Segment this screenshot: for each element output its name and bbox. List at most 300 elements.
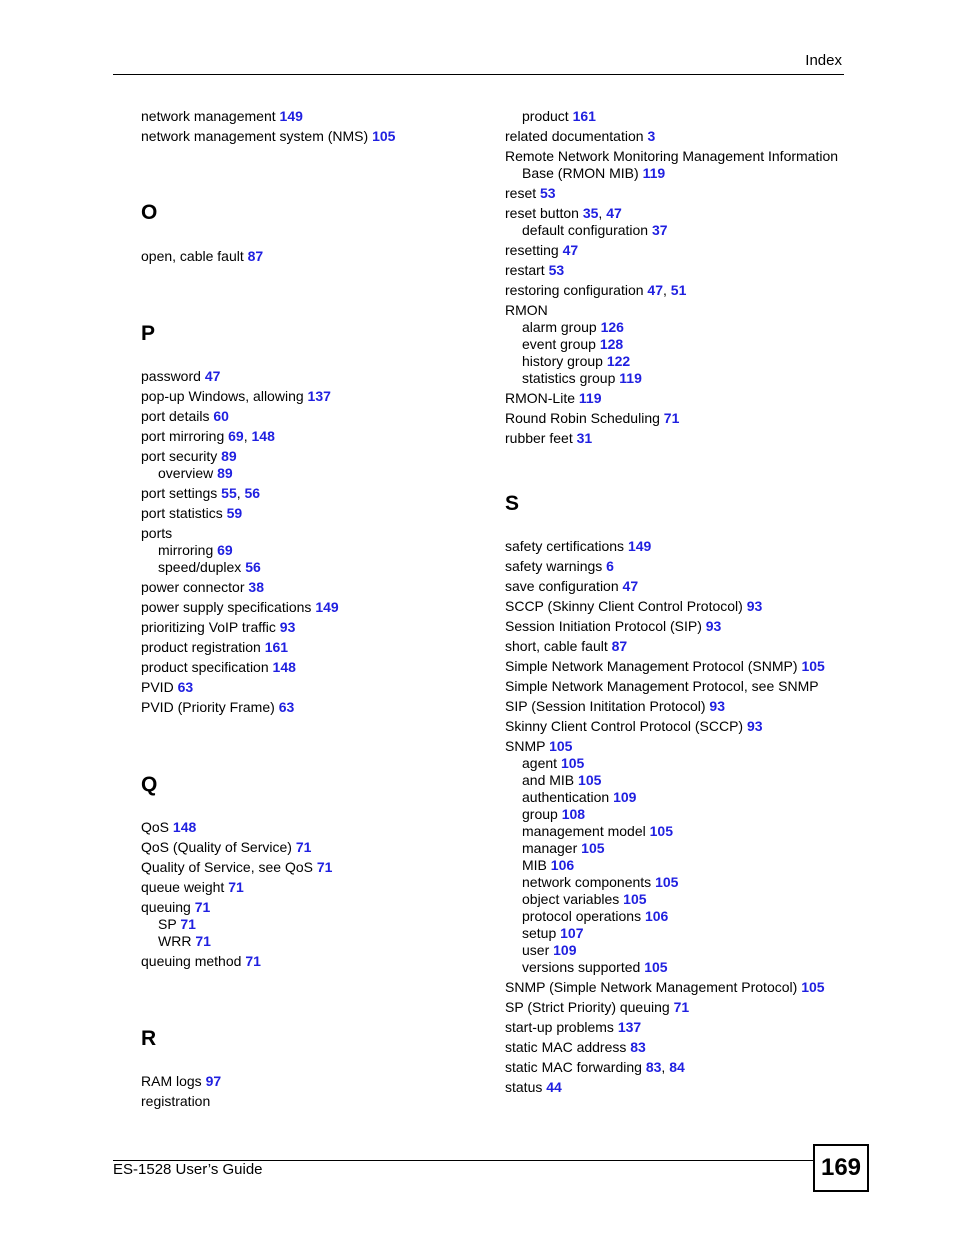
index-subentry-term: default configuration [522, 222, 652, 238]
index-subentry-term: user [522, 942, 554, 958]
index-subentry [141, 542, 471, 559]
page-link[interactable]: 148 [251, 428, 275, 444]
index-entry-term: power supply specifications [141, 599, 316, 615]
page-link[interactable]: 105 [644, 959, 668, 975]
index-entry [505, 1019, 850, 1036]
page-link[interactable]: 105 [549, 738, 573, 754]
page-link[interactable]: 71 [228, 879, 244, 895]
index-entry-main [141, 639, 471, 656]
page-link[interactable]: 63 [177, 679, 194, 695]
index-entry [505, 108, 850, 125]
index-subentry-term: WRR [158, 933, 196, 949]
index-subentry [141, 916, 471, 933]
index-entry-main [141, 408, 471, 425]
page-separator: , [243, 428, 252, 444]
index-entry-term: save configuration [505, 578, 623, 594]
index-entry [505, 390, 850, 407]
page-link[interactable]: 89 [221, 448, 237, 464]
index-subentry [505, 755, 850, 772]
index-subentry [141, 465, 471, 482]
page-link[interactable]: 93 [709, 698, 725, 714]
page-link[interactable]: 161 [264, 639, 289, 655]
index-entry [505, 578, 850, 595]
page-link[interactable]: 108 [561, 806, 586, 822]
index-entry-main [141, 525, 471, 542]
page-link[interactable]: 105 [801, 979, 825, 995]
index-subentry-term: setup [522, 925, 561, 941]
index-subentry-term: statistics group [522, 370, 620, 386]
index-entry [505, 205, 850, 239]
page-link[interactable]: 71 [316, 859, 333, 875]
index-entry [505, 558, 850, 575]
page-link[interactable]: 137 [617, 1019, 642, 1035]
index-entry [141, 525, 471, 576]
page-link[interactable]: 35 [582, 205, 599, 221]
page-link[interactable]: 53 [540, 185, 556, 201]
index-entry-main [505, 678, 850, 695]
index-entry-term: RMON-Lite [505, 390, 579, 406]
index-entry-main [505, 185, 850, 202]
index-entry [505, 242, 850, 259]
index-subentry-term: MIB [522, 857, 551, 873]
page-link[interactable]: 89 [217, 465, 233, 481]
index-entry [141, 368, 471, 385]
page-link[interactable]: 119 [642, 165, 666, 181]
page-link[interactable]: 47 [204, 368, 221, 384]
page-link[interactable]: 44 [546, 1079, 562, 1095]
index-subentry-term: mirroring [158, 542, 218, 558]
index-subentry-term: versions supported [522, 959, 645, 975]
page-link[interactable]: 71 [663, 410, 680, 426]
index-entry-main [141, 659, 471, 676]
index-entry-main [141, 699, 471, 716]
index-entry-main [505, 618, 850, 635]
index-entry [505, 979, 850, 996]
index-entry [141, 859, 471, 876]
index-entry-term: SIP (Session Inititation Protocol) [505, 698, 710, 714]
index-entry [141, 879, 471, 896]
index-subentry [505, 370, 850, 387]
index-entry [141, 128, 471, 145]
page-link[interactable]: 93 [746, 718, 763, 734]
index-entry-term: Session Initiation Protocol (SIP) [505, 618, 706, 634]
index-entry [141, 505, 471, 522]
index-entry-main [505, 282, 850, 299]
page-link[interactable]: 149 [315, 599, 339, 615]
page-link[interactable]: 84 [669, 1059, 685, 1075]
index-entry-term: open, cable fault [141, 248, 248, 264]
index-entry [505, 1079, 850, 1096]
index-entry-term: safety certifications [505, 538, 628, 554]
index-entry-main [505, 578, 850, 595]
page-link[interactable]: 105 [578, 772, 602, 788]
page-link[interactable]: 105 [649, 823, 673, 839]
index-entry [505, 618, 850, 635]
index-entry [141, 579, 471, 596]
page-separator: , [661, 1059, 670, 1075]
index-entry-term: restoring configuration [505, 282, 648, 298]
index-subentry-term: protocol operations [522, 908, 645, 924]
index-entry-main [505, 242, 850, 259]
index-entry-main [505, 1019, 850, 1036]
index-subentry-term: authentication [522, 789, 614, 805]
index-entry-term: static MAC address [505, 1039, 631, 1055]
index-entry-main [141, 619, 471, 636]
index-entry [141, 1073, 471, 1090]
index-entry-term: status [505, 1079, 547, 1095]
page-link[interactable]: 105 [560, 755, 585, 771]
index-entry-main [505, 979, 850, 996]
page-link[interactable]: 47 [622, 578, 639, 594]
index-subentry [141, 559, 471, 576]
index-entry-main [505, 999, 850, 1016]
page-link[interactable]: 149 [279, 108, 303, 124]
index-entry [141, 819, 471, 836]
page-link[interactable]: 71 [673, 999, 690, 1015]
index-entry-main [505, 1039, 850, 1056]
index-entry-main [141, 599, 471, 616]
index-entry-main [141, 388, 471, 405]
index-subentry [141, 933, 471, 950]
index-subentry-term: and MIB [522, 772, 579, 788]
index-subentry [505, 925, 850, 942]
index-entry [505, 598, 850, 615]
page-link[interactable]: 71 [194, 899, 211, 915]
index-entry-main [505, 558, 850, 575]
page-number: 169 [813, 1144, 869, 1192]
page-link[interactable]: 59 [226, 505, 243, 521]
page-link[interactable]: 149 [627, 538, 652, 554]
index-entry-main [505, 598, 850, 615]
index-entry [505, 282, 850, 299]
index-entry-term: rubber feet [505, 430, 577, 446]
index-entry [505, 410, 850, 427]
index-entry-term: Quality of Service, see QoS [141, 859, 317, 875]
index-entry [141, 659, 471, 676]
index-entry [141, 839, 471, 856]
index-entry [141, 485, 471, 502]
index-entry-term: Skinny Client Control Protocol (SCCP) [505, 718, 747, 734]
index-entry-main [141, 1093, 471, 1110]
page-link[interactable]: 38 [248, 579, 264, 595]
index-column-right [505, 108, 850, 1099]
index-subentry-term: management model [522, 823, 650, 839]
page-link[interactable]: 105 [372, 128, 396, 144]
index-entry-main [141, 579, 471, 596]
index-entry-main [141, 1073, 471, 1090]
index-entry-term: SNMP [505, 738, 550, 754]
page-link[interactable]: 47 [606, 205, 622, 221]
index-subentry-term: object variables [522, 891, 624, 907]
index-entry [505, 262, 850, 279]
index-entry-main [141, 953, 471, 970]
index-subentry-term: SP [158, 916, 181, 932]
index-subentry-term: overview [158, 465, 218, 481]
page-link[interactable]: 69 [217, 542, 233, 558]
index-entry [141, 108, 471, 125]
index-entry-term: queue weight [141, 879, 229, 895]
index-subentry [505, 874, 850, 891]
index-entry-term: RAM logs [141, 1073, 206, 1089]
index-entry-main [141, 248, 471, 265]
index-entry-term: network management [141, 108, 280, 124]
index-entry-term: product specification [141, 659, 273, 675]
index-entry-main [141, 859, 471, 876]
index-entry-term: port details [141, 408, 214, 424]
page-link[interactable]: 53 [548, 262, 565, 278]
index-entry-term: port mirroring [141, 428, 229, 444]
page-link[interactable]: 56 [245, 559, 261, 575]
index-entry [141, 1093, 471, 1110]
page-link[interactable]: 31 [576, 430, 593, 446]
index-subentry [505, 336, 850, 353]
index-entry-main [141, 899, 471, 916]
index-entry [141, 639, 471, 656]
page-link[interactable]: 107 [560, 925, 584, 941]
page-link[interactable]: 161 [572, 108, 596, 124]
index-entry [505, 430, 850, 447]
index-entry-main [141, 839, 471, 856]
section-letter: R [141, 1027, 157, 1050]
index-subentry [505, 108, 850, 125]
index-entry-main [505, 128, 850, 145]
index-entry-term: short, cable fault [505, 638, 612, 654]
index-entry-main [505, 1059, 850, 1076]
index-subentry-term: speed/duplex [158, 559, 246, 575]
index-entry [505, 302, 850, 387]
page-separator: , [598, 205, 607, 221]
page-separator: , [236, 485, 245, 501]
index-subentry [505, 908, 850, 925]
index-entry-main [141, 819, 471, 836]
index-entry-term: Round Robin Scheduling [505, 410, 664, 426]
index-entry [141, 599, 471, 616]
index-entry-term: port security [141, 448, 222, 464]
index-entry-term: Remote Network Monitoring Management Information Base (RMON MIB) [505, 148, 839, 181]
page-link[interactable]: 93 [279, 619, 296, 635]
index-entry-term: QoS [141, 819, 173, 835]
page-link[interactable]: 105 [623, 891, 647, 907]
page-link[interactable]: 63 [278, 699, 295, 715]
index-entry-term: registration [141, 1093, 211, 1109]
index-entry-term: related documentation [505, 128, 648, 144]
page-link[interactable]: 83 [630, 1039, 646, 1055]
index-subentry [505, 222, 850, 239]
index-subentry [505, 806, 850, 823]
index-entry [505, 999, 850, 1016]
index-entry-term: Simple Network Management Protocol (SNMP) [505, 658, 802, 674]
index-entry-term: port settings [141, 485, 222, 501]
index-entry-term: QoS (Quality of Service) [141, 839, 296, 855]
page-link[interactable]: 47 [647, 282, 663, 298]
index-subentry [505, 319, 850, 336]
index-entry-main [141, 448, 471, 465]
index-entry [141, 388, 471, 405]
index-entry [505, 185, 850, 202]
index-entry-main [505, 205, 850, 222]
index-entry-main [505, 1079, 850, 1096]
page-link[interactable]: 128 [599, 336, 624, 352]
page-link[interactable]: 122 [606, 353, 631, 369]
page-link[interactable]: 60 [213, 408, 229, 424]
index-entry [141, 953, 471, 970]
page-link[interactable]: 69 [228, 428, 244, 444]
index-entry-main [505, 738, 850, 755]
index-entry-main [505, 638, 850, 655]
index-entry-term: start-up problems [505, 1019, 618, 1035]
section-letter: P [141, 322, 156, 345]
index-entry [505, 658, 850, 675]
index-entry-term: PVID (Priority Frame) [141, 699, 279, 715]
page-link[interactable]: 47 [562, 242, 579, 258]
index-entry-main [141, 485, 471, 502]
index-entry-main [505, 658, 850, 675]
index-entry [505, 678, 850, 695]
page-link[interactable]: 106 [550, 857, 575, 873]
index-entry [141, 248, 471, 265]
section-letter: S [505, 492, 520, 515]
index-entry [141, 448, 471, 482]
page-link[interactable]: 37 [651, 222, 668, 238]
page-link[interactable]: 87 [247, 248, 264, 264]
index-subentry-term: network components [522, 874, 656, 890]
index-entry-main [141, 505, 471, 522]
index-entry [141, 428, 471, 445]
index-entry-term: Simple Network Management Protocol, see SNMP [505, 678, 819, 694]
index-entry [505, 698, 850, 715]
index-subentry [505, 840, 850, 857]
index-entry [505, 718, 850, 735]
index-entry-term: password [141, 368, 205, 384]
index-entry [505, 538, 850, 555]
index-entry-term: network management system (NMS) [141, 128, 373, 144]
index-entry-term: reset button [505, 205, 583, 221]
page-link[interactable]: 119 [619, 370, 642, 386]
index-entry-main [141, 679, 471, 696]
header-rule [113, 74, 844, 75]
index-subentry [505, 942, 850, 959]
index-entry-term: reset [505, 185, 541, 201]
index-entry [505, 148, 850, 182]
page-link[interactable]: 126 [600, 319, 624, 335]
index-entry-main [505, 390, 850, 407]
page-link[interactable]: 105 [581, 840, 605, 856]
index-entry-term: SNMP (Simple Network Management Protocol) [505, 979, 802, 995]
index-entry-term: static MAC forwarding [505, 1059, 646, 1075]
page-link[interactable]: 71 [180, 916, 196, 932]
page-link[interactable]: 106 [644, 908, 669, 924]
page-link[interactable]: 148 [272, 659, 296, 675]
page-link[interactable]: 6 [606, 558, 614, 574]
index-entry-term: resetting [505, 242, 563, 258]
section-letter: Q [141, 773, 158, 796]
page-link[interactable]: 71 [295, 839, 312, 855]
index-subentry-term: group [522, 806, 562, 822]
index-subentry-term: history group [522, 353, 607, 369]
index-entry-term: queuing [141, 899, 195, 915]
index-subentry-term: alarm group [522, 319, 601, 335]
index-entry [505, 1059, 850, 1076]
page-link[interactable]: 119 [578, 390, 602, 406]
index-subentry-term: product [522, 108, 573, 124]
page-link[interactable]: 109 [613, 789, 637, 805]
page-link[interactable]: 83 [645, 1059, 662, 1075]
section-letter: O [141, 201, 158, 224]
page-link[interactable]: 93 [705, 618, 722, 634]
index-entry-main [505, 148, 850, 182]
index-entry-main [505, 302, 850, 319]
index-entry-main [141, 879, 471, 896]
guide-title: ES-1528 User’s Guide [113, 1161, 263, 1178]
index-column-left [141, 108, 471, 1113]
index-entry [505, 638, 850, 655]
running-header: Index [805, 52, 842, 69]
page-link[interactable]: 137 [307, 388, 331, 404]
page-link[interactable]: 87 [611, 638, 628, 654]
index-entry [141, 679, 471, 696]
page-link[interactable]: 71 [245, 953, 261, 969]
index-entry [141, 899, 471, 950]
index-entry [141, 699, 471, 716]
index-entry-main [141, 368, 471, 385]
index-subentry [505, 891, 850, 908]
index-entry-term: queuing method [141, 953, 246, 969]
index-entry-main [505, 698, 850, 715]
page-link[interactable]: 105 [801, 658, 825, 674]
index-entry [141, 408, 471, 425]
page-link[interactable]: 148 [172, 819, 197, 835]
page-link[interactable]: 51 [670, 282, 687, 298]
index-subentry [505, 789, 850, 806]
index-subentry-term: manager [522, 840, 582, 856]
page-link[interactable]: 93 [746, 598, 763, 614]
index-entry [505, 1039, 850, 1056]
page-link[interactable]: 55 [221, 485, 237, 501]
index-entry-term: prioritizing VoIP traffic [141, 619, 280, 635]
index-entry-main [505, 262, 850, 279]
index-entry [505, 128, 850, 145]
index-entry-main [141, 108, 471, 125]
index-entry-term: port statistics [141, 505, 227, 521]
index-subentry [505, 959, 850, 976]
index-entry [505, 738, 850, 976]
index-entry-term: SCCP (Skinny Client Control Protocol) [505, 598, 747, 614]
page-link[interactable]: 97 [205, 1073, 222, 1089]
index-subentry [505, 772, 850, 789]
index-entry-term: ports [141, 525, 173, 541]
index-subentry-term: agent [522, 755, 561, 771]
index-entry-main [505, 430, 850, 447]
index-entry-main [505, 538, 850, 555]
index-entry-main [505, 718, 850, 735]
index-entry-main [505, 410, 850, 427]
index-entry-term: product registration [141, 639, 265, 655]
index-entry-term: SP (Strict Priority) queuing [505, 999, 674, 1015]
page-link[interactable]: 56 [244, 485, 261, 501]
index-entry [141, 619, 471, 636]
index-entry-main [141, 428, 471, 445]
index-subentry-term: event group [522, 336, 600, 352]
page-link[interactable]: 105 [655, 874, 679, 890]
page-link[interactable]: 3 [647, 128, 656, 144]
index-subentry [505, 857, 850, 874]
index-entry-term: safety warnings [505, 558, 607, 574]
index-subentry [505, 823, 850, 840]
page-link[interactable]: 71 [195, 933, 211, 949]
index-entry-main [141, 128, 471, 145]
page-link[interactable]: 109 [553, 942, 577, 958]
index-entry-term: pop-up Windows, allowing [141, 388, 308, 404]
